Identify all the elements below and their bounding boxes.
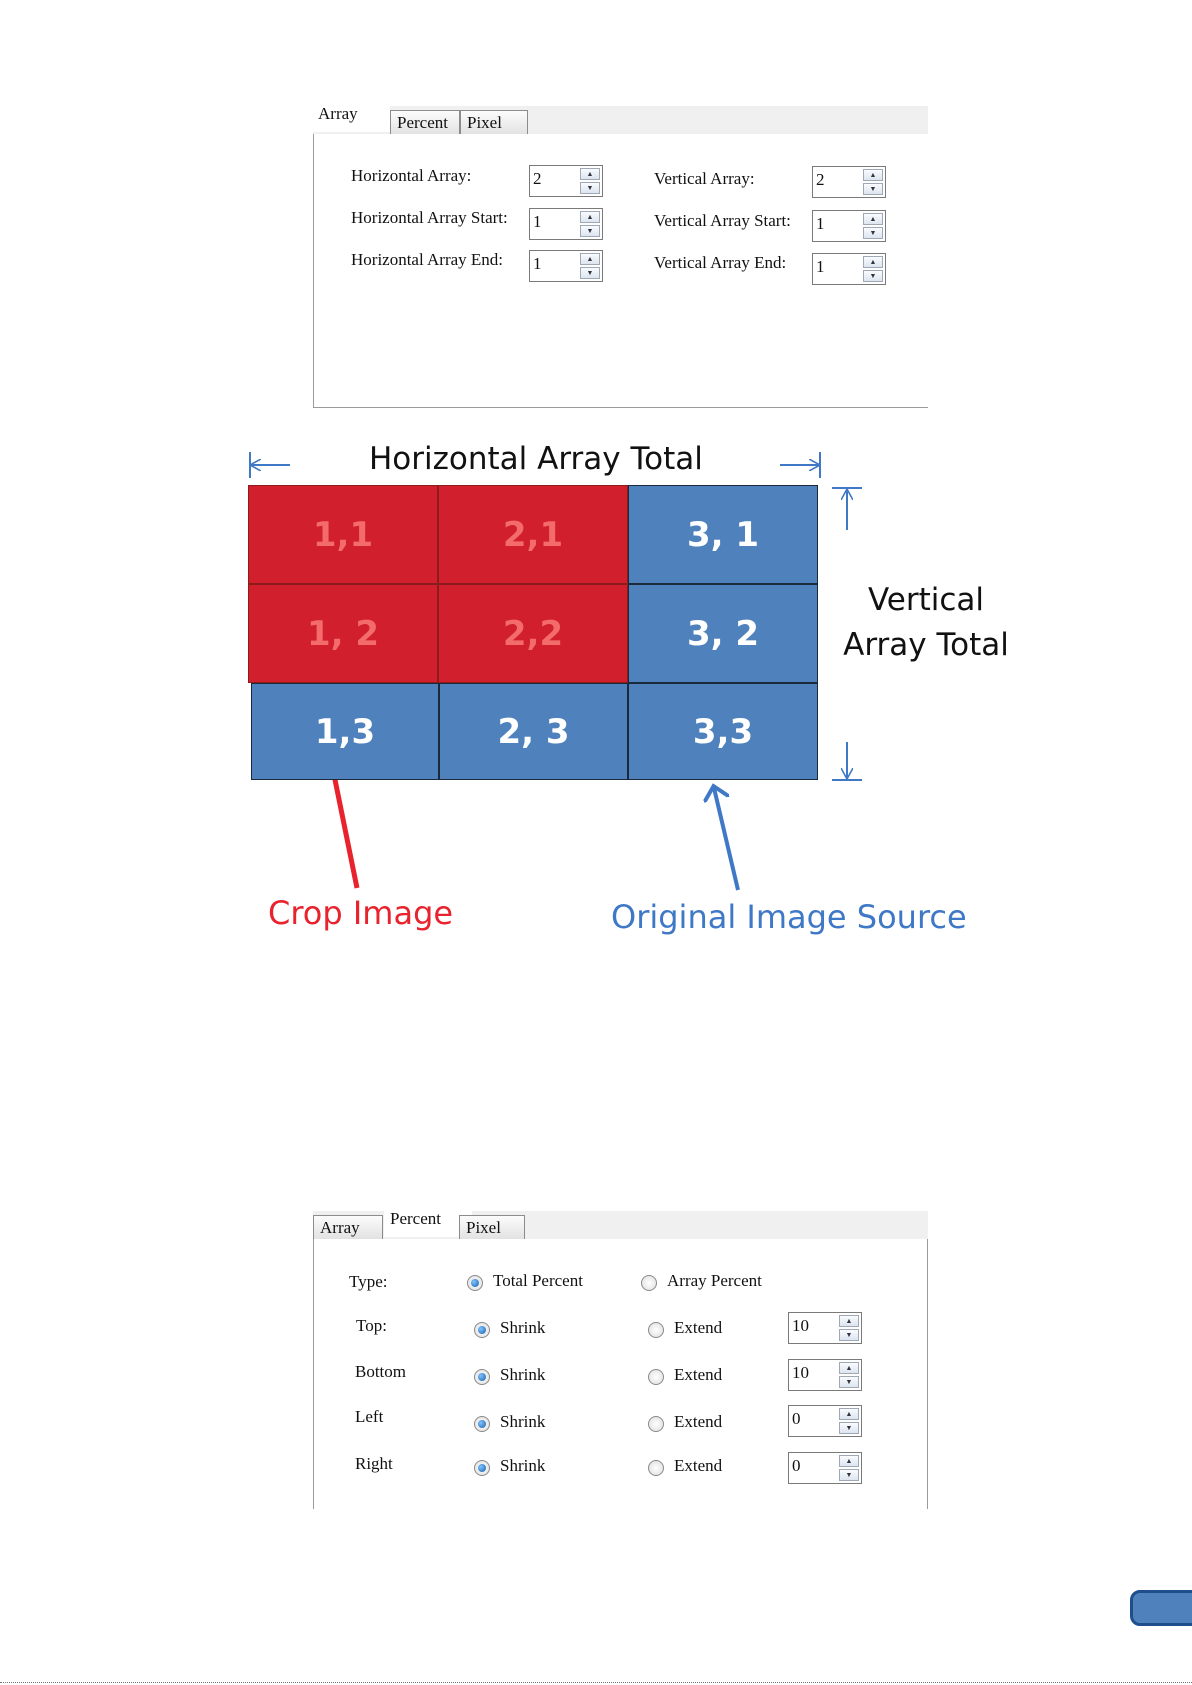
spin-down-icon[interactable]: ▼ [839,1422,859,1434]
source-pointer-arrow-icon [714,788,738,890]
page-number-badge [1130,1590,1192,1626]
right-label: Right [355,1454,393,1473]
right-extend-radio[interactable] [648,1460,664,1476]
top-extend-label: Extend [674,1318,723,1337]
spin-down-icon[interactable]: ▼ [580,267,600,279]
horizontal-array-label: Horizontal Array: [351,166,472,185]
horizontal-array-total-title: Horizontal Array Total [369,441,703,477]
footer-divider [0,1682,1192,1683]
tab-pixel[interactable]: Pixel [460,110,528,134]
spin-down-icon[interactable]: ▼ [863,270,883,282]
array-percent-radio[interactable] [641,1275,657,1291]
grid-cell-3-1: 3, 1 [628,485,818,584]
grid-cell-1-2: 1, 2 [248,584,438,683]
spin-up-icon[interactable]: ▲ [839,1408,859,1420]
left-extend-label: Extend [674,1412,723,1431]
spinner-value: 2 [816,170,825,189]
spin-up-icon[interactable]: ▲ [863,256,883,268]
spin-up-icon[interactable]: ▲ [580,253,600,265]
bottom-label: Bottom [355,1362,407,1381]
bottom-value-spinner[interactable] [788,1359,862,1391]
total-percent-radio[interactable] [467,1275,483,1291]
horizontal-array-start-label: Horizontal Array Start: [351,208,508,227]
top-shrink-label: Shrink [500,1318,546,1337]
right-span-arrow-icon [780,452,820,478]
right-value-spinner[interactable] [788,1452,862,1484]
vertical-array-label: Vertical Array: [654,169,755,188]
spin-up-icon[interactable]: ▲ [863,213,883,225]
spinner-value: 1 [816,214,825,233]
spin-down-icon[interactable]: ▼ [839,1469,859,1481]
array-percent-label: Array Percent [667,1271,762,1290]
spin-down-icon[interactable]: ▼ [839,1329,859,1341]
spin-up-icon[interactable]: ▲ [580,211,600,223]
spinner-value: 0 [792,1456,801,1475]
tab-percent[interactable]: Percent [390,110,460,134]
horizontal-array-end-label: Horizontal Array End: [351,250,504,269]
top-shrink-radio[interactable] [474,1322,490,1338]
spinner-value: 1 [533,212,542,231]
left-shrink-radio[interactable] [474,1416,490,1432]
grid-cell-2-3: 2, 3 [439,683,628,780]
vertical-title-line1: Vertical [867,582,985,618]
image-grid [248,485,820,782]
spin-up-icon[interactable]: ▲ [839,1362,859,1374]
spinner-value: 1 [533,254,542,273]
spinner-value: 10 [792,1316,809,1335]
spin-up-icon[interactable]: ▲ [839,1455,859,1467]
grid-cell-3-3: 3,3 [628,683,818,780]
grid-cell-1-1: 1,1 [248,485,438,584]
right-shrink-radio[interactable] [474,1460,490,1476]
left-shrink-label: Shrink [500,1412,546,1431]
left-label: Left [355,1407,384,1426]
tab-percent[interactable]: Percent [384,1207,472,1237]
spin-down-icon[interactable]: ▼ [863,227,883,239]
spin-down-icon[interactable]: ▼ [580,182,600,194]
spinner-value: 1 [816,257,825,276]
vertical-array-end-label: Vertical Array End: [654,253,787,272]
grid-cell-3-2: 3, 2 [628,584,818,683]
spinner-value: 2 [533,169,542,188]
spin-up-icon[interactable]: ▲ [580,168,600,180]
spinner-value: 0 [792,1409,801,1428]
top-label: Top: [356,1316,387,1335]
vertical-title-line2: Array Total [843,627,1009,663]
right-extend-label: Extend [674,1456,723,1475]
bottom-extend-radio[interactable] [648,1369,664,1385]
grid-cell-2-1: 2,1 [438,485,628,584]
left-extend-radio[interactable] [648,1416,664,1432]
total-percent-label: Total Percent [493,1271,583,1290]
top-value-spinner[interactable] [788,1312,862,1344]
vertical-array-total-title [836,578,1016,668]
top-extend-radio[interactable] [648,1322,664,1338]
original-image-source-caption: Original Image Source [611,898,967,936]
grid-cell-1-3: 1,3 [251,683,439,780]
spinner-value: 10 [792,1363,809,1382]
spin-down-icon[interactable]: ▼ [580,225,600,237]
left-span-arrow-icon [250,452,290,478]
spin-up-icon[interactable]: ▲ [839,1315,859,1327]
bottom-span-arrow-icon [832,742,862,780]
tab-array[interactable]: Array [313,1215,383,1239]
top-span-arrow-icon [832,488,862,530]
grid-cell-2-2: 2,2 [438,584,628,683]
left-value-spinner[interactable] [788,1405,862,1437]
spin-down-icon[interactable]: ▼ [863,183,883,195]
right-shrink-label: Shrink [500,1456,546,1475]
spin-down-icon[interactable]: ▼ [839,1376,859,1388]
tab-pixel[interactable]: Pixel [459,1215,525,1239]
spin-up-icon[interactable]: ▲ [863,169,883,181]
bottom-shrink-label: Shrink [500,1365,546,1384]
vertical-array-start-label: Vertical Array Start: [654,211,791,230]
bottom-extend-label: Extend [674,1365,723,1384]
tab-array[interactable]: Array [312,102,390,132]
type-label: Type: [349,1272,388,1291]
bottom-shrink-radio[interactable] [474,1369,490,1385]
percent-settings-dialog [313,1211,928,1509]
crop-image-caption: Crop Image [268,894,454,932]
